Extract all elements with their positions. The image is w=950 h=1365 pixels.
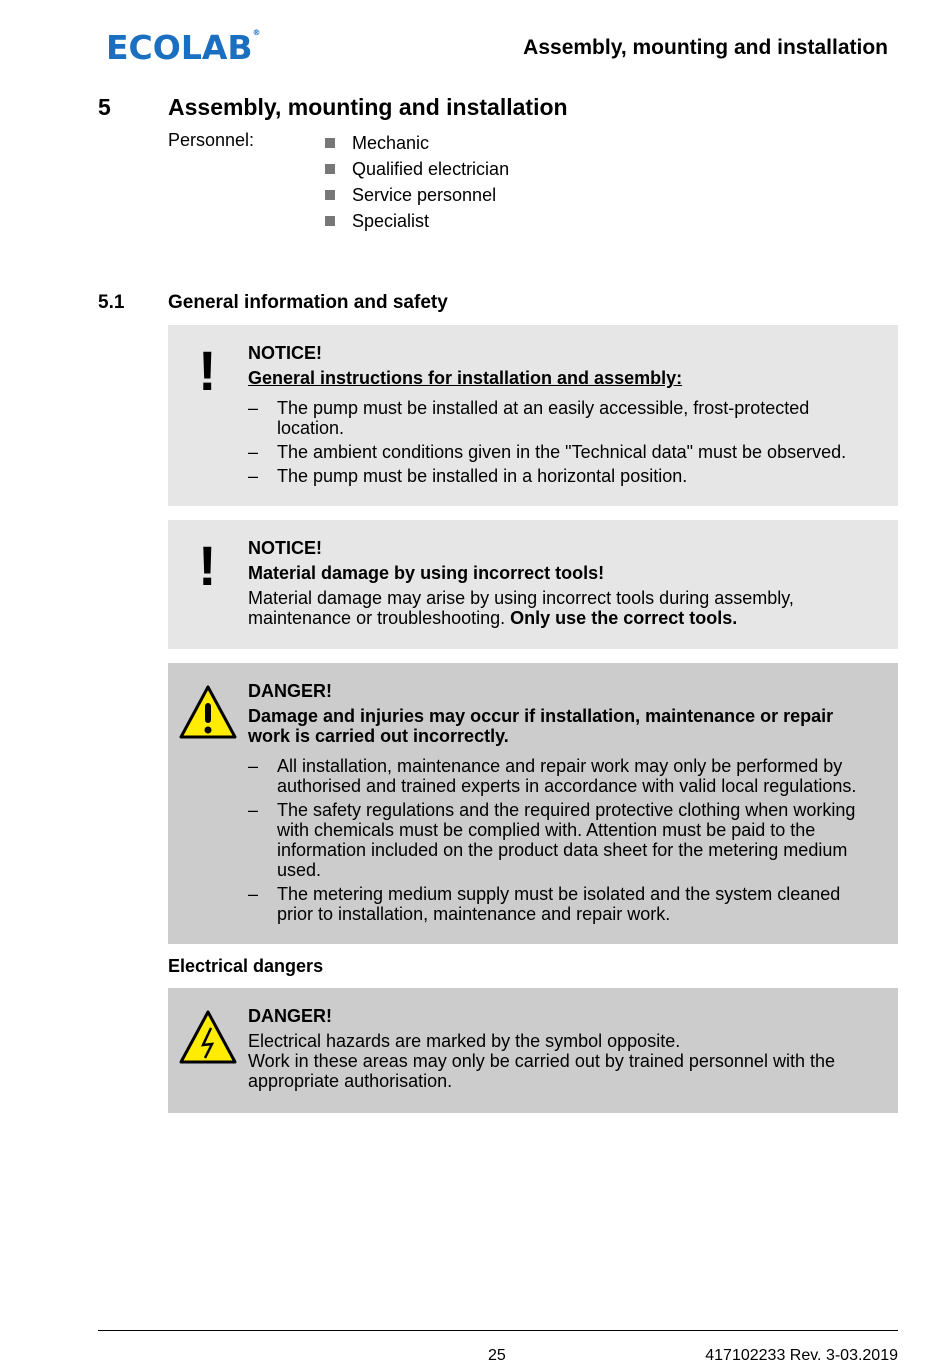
list-item: – The safety regulations and the required protective clothing when working with chemicals must be complied with. Attention must be paid to the information included on the product data sheet for the metering medium used. [248,800,878,880]
bullet-square-icon [325,138,335,148]
subsection-number: 5.1 [98,292,125,313]
subsection-title: General information and safety [168,292,448,313]
document-revision: 417102233 Rev. 3-03.2019 [705,1347,898,1364]
warning-triangle-icon [178,683,238,743]
signal-word: DANGER! [248,681,332,701]
list-item [325,182,509,208]
logo-text: ECOLAB [106,28,253,67]
danger-text: Electrical hazards are marked by the symbol opposite. [248,1031,681,1051]
personnel-item: Specialist [352,210,430,231]
electrical-dangers-heading: Electrical dangers [168,956,324,976]
list-item: – The ambient conditions given in the "Technical data" must be observed. [248,442,878,462]
notice-emphasis: Only use the correct tools. [510,608,738,628]
danger-box-installation [168,663,898,944]
bullet-square-icon [325,164,335,174]
page-number: 25 [488,1347,506,1364]
list-item: – The metering medium supply must be isolated and the system cleaned prior to installation, maintenance and repair work. [248,884,878,924]
notice-text [248,588,878,628]
danger-box-electrical [168,988,898,1113]
ecolab-logo: ECOLAB® [106,28,261,67]
signal-word: NOTICE! [248,538,322,558]
signal-word: DANGER! [248,1006,332,1026]
personnel-list [325,130,509,234]
list-item: – The pump must be installed in a horizontal position. [248,466,878,486]
bullet-square-icon [325,190,335,200]
personnel-item: Mechanic [352,132,430,153]
list-item: – All installation, maintenance and repair work may only be performed by authorised and trained experts in accordance with valid local regulations. [248,756,878,796]
danger-heading: Damage and injuries may occur if installation, maintenance or repair work is carried out incorrectly. [248,706,834,746]
notice-box-tools [168,520,898,649]
personnel-item: Qualified electrician [352,158,510,179]
personnel-item: Service personnel [352,184,497,205]
signal-word: NOTICE! [248,343,322,363]
exclamation-icon: ! [198,534,217,597]
personnel-label: Personnel: [168,130,255,150]
list-item [325,208,509,234]
section-number: 5 [98,94,111,120]
list-item [325,156,509,182]
bullet-square-icon [325,216,335,226]
notice-box-installation [168,325,898,506]
danger-text: Work in these areas may only be carried out by trained personnel with the appropriate authorisation. [248,1051,835,1091]
list-item: – The pump must be installed at an easily accessible, frost-protected location. [248,398,878,438]
running-header: Assembly, mounting and installation [523,36,888,59]
footer-divider [98,1330,898,1331]
notice-heading: Material damage by using incorrect tools! [248,563,605,583]
list-item [325,130,509,156]
notice-body: Material damage may arise by using incorrect tools during assembly, maintenance or troubleshooting. [248,588,794,628]
notice-heading: General instructions for installation and assembly: [248,368,683,388]
exclamation-icon: ! [198,339,217,402]
electrical-hazard-icon [178,1008,238,1068]
section-title: Assembly, mounting and installation [168,94,568,120]
